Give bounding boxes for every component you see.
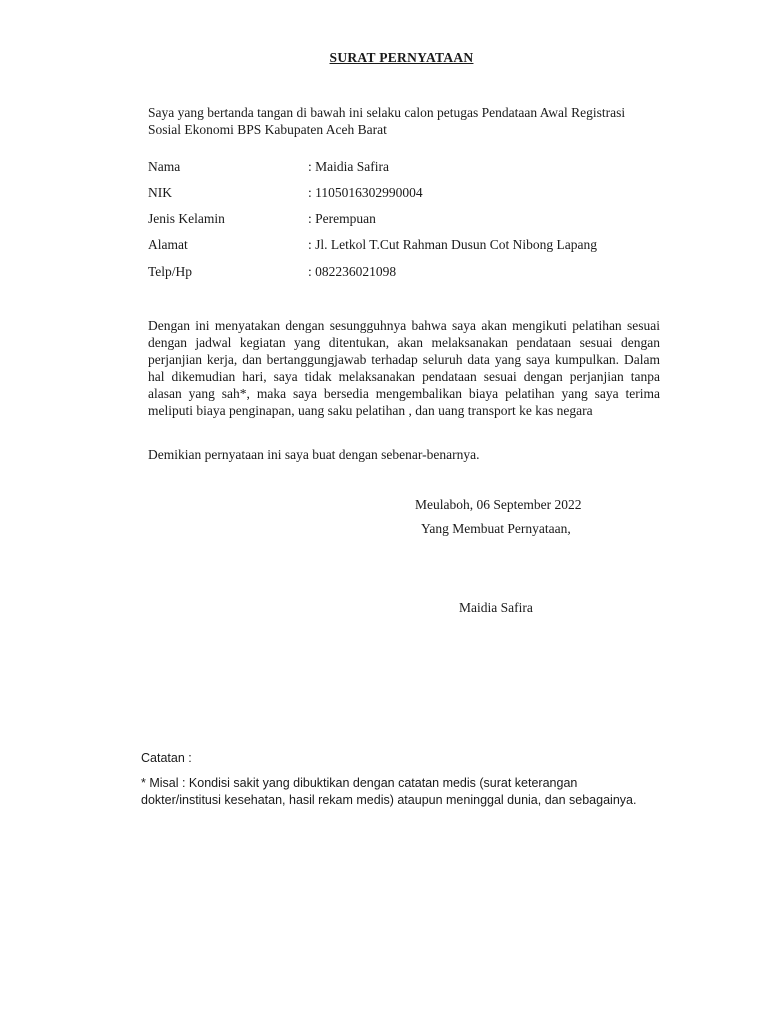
field-label-nama: Nama [148,159,181,174]
statement-paragraph: Dengan ini menyatakan dengan sesungguhnya bahwa saya akan mengikuti pelatihan sesuai dengan jadwal kegiatan yang ditentukan, akan melaksanakan pendataan sesuai dengan perjanjian kerja, dan bertanggungjawab terhadap seluruh data yang saya kumpulkan. Dalam hal dikemudian hari, saya tidak melaksanakan pendataan sesuai dengan perjanjian tanpa alasan yang sah*, maka saya bersedia mengembalikan biaya pelatihan yang saya terima meliputi biaya penginapan, uang saku pelatihan , dan uang transport ke kas negara [148,318,660,418]
closing-paragraph: Demikian pernyataan ini saya buat dengan sebenar-benarnya. [148,447,480,462]
signature-role: Yang Membuat Pernyataan, [421,521,571,536]
field-value-alamat: : Jl. Letkol T.Cut Rahman Dusun Cot Nibong Lapang [308,237,597,252]
note-label: Catatan : [141,751,192,765]
field-row-telp [148,263,396,280]
document-title: SURAT PERNYATAAN [329,50,474,65]
field-row-alamat [148,236,597,253]
note-text: * Misal : Kondisi sakit yang dibuktikan dengan catatan medis (surat keterangan dokter/institusi kesehatan, hasil rekam medis) ataupun meninggal dunia, dan sebagainya. [141,776,637,807]
signature-place-date: Meulaboh, 06 September 2022 [415,497,582,512]
field-label-telp: Telp/Hp [148,264,193,279]
field-value-nama: : Maidia Safira [308,159,389,174]
field-row-jenis-kelamin [148,210,376,227]
field-row-nik [148,184,423,201]
field-value-telp: : 082236021098 [308,264,397,279]
field-label-nik: NIK [148,185,172,200]
field-label-jenis-kelamin: Jenis Kelamin [148,211,225,226]
field-value-jenis-kelamin: : Perempuan [308,211,376,226]
field-value-nik: : 1105016302990004 [308,185,423,200]
intro-paragraph: Saya yang bertanda tangan di bawah ini selaku calon petugas Pendataan Awal Registrasi Sosial Ekonomi BPS Kabupaten Aceh Barat [148,105,626,137]
field-label-alamat: Alamat [148,237,188,252]
signature-name: Maidia Safira [459,600,533,615]
field-row-nama [148,158,389,175]
